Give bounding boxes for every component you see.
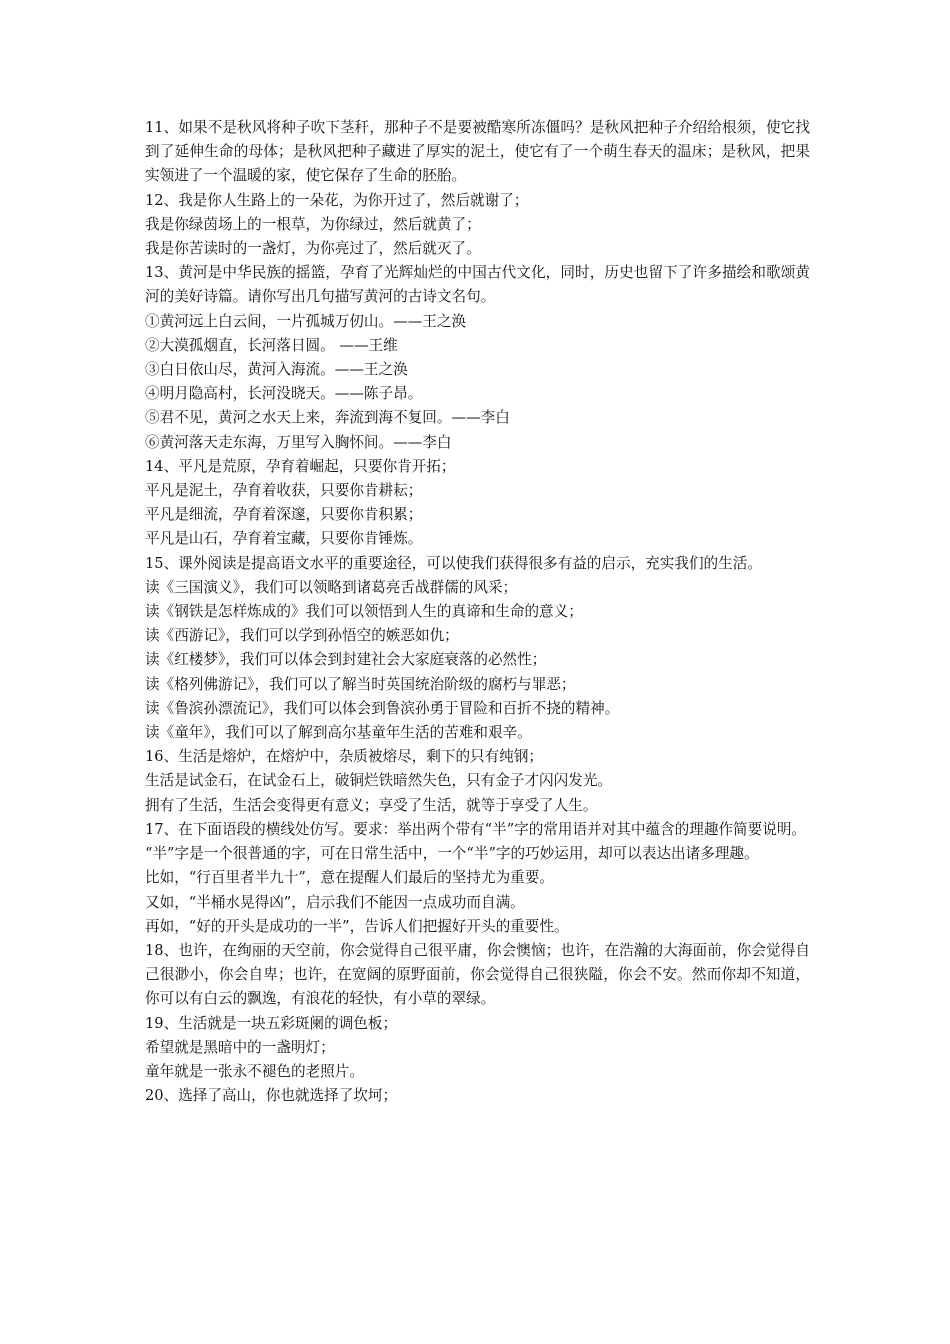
paragraph-17: 17、在下面语段的横线处仿写。要求：举出两个带有“半”字的常用语并对其中蕴含的理趣作简要说明。 (145, 820, 807, 838)
reading-line-5: 读《格列佛游记》，我们可以了解当时英国统治阶级的腐朽与罪恶； (145, 675, 576, 693)
paragraph-19-line-3: 童年就是一张永不褪色的老照片。 (145, 1062, 364, 1080)
paragraph-13: 13、黄河是中华民族的摇篮，孕育了光辉灿烂的中国古代文化，同时，历史也留下了许多描绘和歌颂黄河的美好诗篇。请你写出几句描写黄河的古诗文名句。 (145, 264, 810, 306)
paragraph-14-line-3: 平凡是细流，孕育着深邃，只要你肯积累； (145, 506, 423, 524)
paragraph-18: 18、也许，在绚丽的天空前，你会觉得自己很平庸，你会懊恼；也许，在浩瀚的大海面前，你会觉得自己很渺小，你会自卑；也许，在宽阔的原野面前，你会觉得自己很狭隘，你会不安。然而你却不知道，你可以有白云的飘逸，有浪花的轻快，有小草的翠绿。 (145, 941, 810, 1008)
paragraph-17-body: “半”字是一个很普通的字，可在日常生活中，一个“半”字的巧妙运用，却可以表达出诸多理趣。 (145, 845, 759, 863)
poem-line-6: ⑥黄河落天走东海，万里写入胸怀间。——李白 (145, 433, 452, 451)
reading-line-7: 读《童年》，我们可以了解到高尔基童年生活的苦难和艰辛。 (145, 724, 532, 742)
reading-line-4: 读《红楼梦》，我们可以体会到封建社会大家庭衰落的必然性； (145, 651, 547, 669)
paragraph-16-line-2: 生活是试金石，在试金石上，破铜烂铁暗然失色，只有金子才闪闪发光。 (145, 772, 613, 790)
paragraph-19-line-2: 希望就是黑暗中的一盏明灯； (145, 1038, 335, 1056)
paragraph-16-line-1: 16、生活是熔炉，在熔炉中，杂质被熔尽，剩下的只有纯钢； (145, 748, 544, 766)
reading-line-1: 读《三国演义》，我们可以领略到诸葛亮舌战群儒的风采； (145, 578, 518, 596)
paragraph-12-line-3: 我是你苦读时的一盏灯，为你亮过了，然后就灭了。 (145, 240, 481, 258)
reading-line-2: 读《钢铁是怎样炼成的》我们可以领悟到人生的真谛和生命的意义； (145, 603, 583, 621)
paragraph-14-line-2: 平凡是泥土，孕育着收获，只要你肯耕耘； (145, 482, 423, 500)
poem-line-2: ②大漠孤烟直，长河落日圆。 ——王维 (145, 336, 398, 354)
poem-line-4: ④明月隐高村，长河没晓天。——陈子昂。 (145, 385, 423, 403)
paragraph-20-line-1: 20、选择了高山，你也就选择了坎坷； (145, 1087, 398, 1105)
example-line-2: 又如，“半桶水晃得凶”，启示我们不能因一点成功而自满。 (145, 893, 525, 911)
paragraph-16-line-3: 拥有了生活，生活会变得更有意义；享受了生活，就等于享受了人生。 (145, 796, 598, 814)
reading-line-3: 读《西游记》，我们可以学到孙悟空的嫉恶如仇； (145, 627, 459, 645)
document-body (145, 116, 810, 1108)
poem-line-3: ③白日依山尽，黄河入海流。——王之涣 (145, 361, 408, 379)
paragraph-14-line-4: 平凡是山石，孕育着宝藏，只要你肯锤炼。 (145, 530, 423, 548)
paragraph-14-line-1: 14、平凡是荒原，孕育着崛起，只要你肯开拓； (145, 457, 456, 475)
paragraph-11: 11、如果不是秋风将种子吹下茎秆，那种子不是要被酷寒所冻僵吗？是秋风把种子介绍给根须，使它找到了延伸生命的母体；是秋风把种子藏进了厚实的泥土，使它有了一个萌生春天的温床；是秋风，把果实领进了一个温暖的家，使它保存了生命的胚胎。 (145, 119, 810, 185)
paragraph-15: 15、课外阅读是提高语文水平的重要途径，可以使我们获得很多有益的启示，充实我们的生活。 (145, 554, 762, 572)
example-line-1: 比如，“行百里者半九十”，意在提醒人们最后的坚持尤为重要。 (145, 869, 554, 887)
poem-line-5: ⑤君不见，黄河之水天上来，奔流到海不复回。——李白 (145, 409, 510, 427)
poem-line-1: ①黄河远上白云间，一片孤城万仞山。——王之涣 (145, 312, 467, 330)
paragraph-12-line-1: 12、我是你人生路上的一朵花，为你开过了，然后就谢了； (145, 191, 529, 209)
paragraph-19-line-1: 19、生活就是一块五彩斑阑的调色板； (145, 1014, 398, 1032)
example-line-3: 再如，“好的开头是成功的一半”，告诉人们把握好开头的重要性。 (145, 917, 569, 935)
reading-line-6: 读《鲁滨孙漂流记》，我们可以体会到鲁滨孙勇于冒险和百折不挠的精神。 (145, 699, 620, 717)
paragraph-12-line-2: 我是你绿茵场上的一根草，为你绿过，然后就黄了； (145, 215, 481, 233)
